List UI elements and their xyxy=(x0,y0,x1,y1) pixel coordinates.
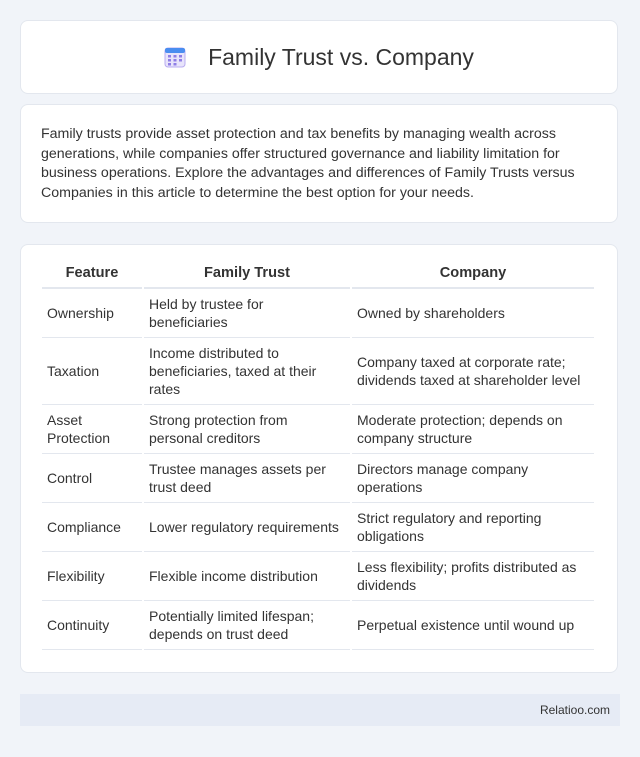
family-trust-cell: Held by trustee for beneficiaries xyxy=(144,289,350,338)
company-cell: Less flexibility; profits distributed as dividends xyxy=(352,552,594,601)
family-trust-cell: Income distributed to beneficiaries, taxed at their rates xyxy=(144,338,350,405)
company-cell: Owned by shareholders xyxy=(352,289,594,338)
comparison-table xyxy=(40,265,596,650)
intro-card xyxy=(20,104,618,223)
table-row xyxy=(42,601,594,650)
table-row xyxy=(42,552,594,601)
footer-brand: Relatioo.com xyxy=(539,703,610,717)
table-row xyxy=(42,503,594,552)
column-header-family-trust: Family Trust xyxy=(144,265,350,289)
feature-cell: Continuity xyxy=(42,601,142,650)
table-header-row xyxy=(42,265,594,289)
table-row xyxy=(42,289,594,338)
column-header-feature: Feature xyxy=(42,265,142,289)
page-title: Family Trust vs. Company xyxy=(208,43,474,70)
feature-cell: Flexibility xyxy=(42,552,142,601)
company-cell: Directors manage company operations xyxy=(352,454,594,503)
family-trust-cell: Potentially limited lifespan; depends on trust deed xyxy=(144,601,350,650)
feature-cell: Control xyxy=(42,454,142,503)
company-cell: Strict regulatory and reporting obligations xyxy=(352,503,594,552)
calendar-icon xyxy=(164,46,186,68)
family-trust-cell: Flexible income distribution xyxy=(144,552,350,601)
comparison-card xyxy=(20,244,618,673)
company-cell: Company taxed at corporate rate; dividends taxed at shareholder level xyxy=(352,338,594,405)
feature-cell: Compliance xyxy=(42,503,142,552)
feature-cell: Taxation xyxy=(42,338,142,405)
company-cell: Perpetual existence until wound up xyxy=(352,601,594,650)
footer xyxy=(20,694,620,726)
company-cell: Moderate protection; depends on company structure xyxy=(352,405,594,454)
feature-cell: Asset Protection xyxy=(42,405,142,454)
feature-cell: Ownership xyxy=(42,289,142,338)
table-row xyxy=(42,405,594,454)
family-trust-cell: Strong protection from personal creditors xyxy=(144,405,350,454)
intro-text: Family trusts provide asset protection and tax benefits by managing wealth across generations, while companies offer structured governance and liability limitation for business operations. Explore the advantages and differences of Family Trusts versus Companies in this article to determine the best option for your needs. xyxy=(41,126,575,201)
family-trust-cell: Trustee manages assets per trust deed xyxy=(144,454,350,503)
header-card xyxy=(20,20,618,94)
family-trust-cell: Lower regulatory requirements xyxy=(144,503,350,552)
column-header-company: Company xyxy=(352,265,594,289)
table-row xyxy=(42,338,594,405)
table-row xyxy=(42,454,594,503)
